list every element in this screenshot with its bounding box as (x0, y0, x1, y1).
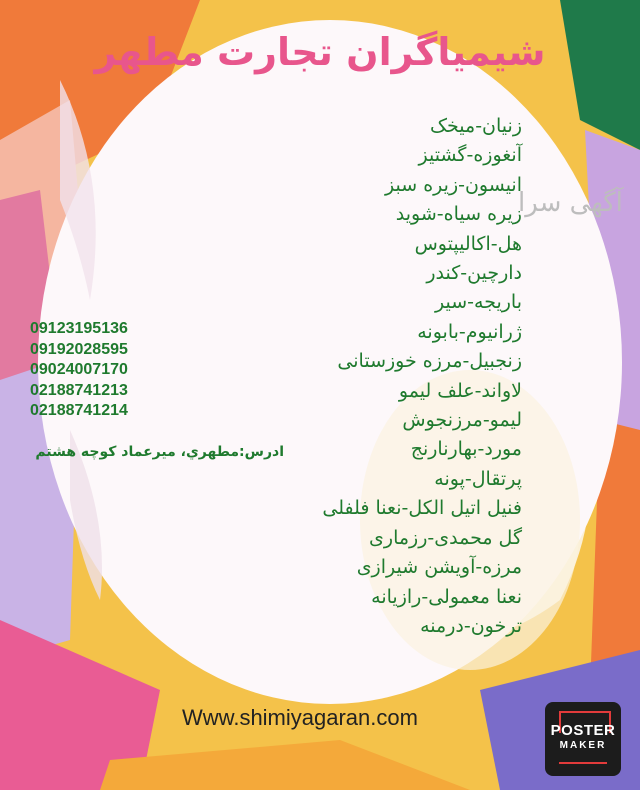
logo-line-2: MAKER (559, 740, 607, 751)
phone-number: 02188741213 (30, 381, 128, 399)
list-item: ژرانیوم-بابونه (417, 320, 522, 343)
list-item: دارچین-کندر (426, 262, 522, 285)
list-item: زنجبیل-مرزه خوزستانی (337, 350, 522, 373)
watermark-text: آگهی سرا (518, 188, 623, 218)
logo-underline-icon (559, 762, 607, 764)
list-item: نعنا معمولی-رازیانه (371, 585, 522, 608)
phone-number: 09123195136 (30, 320, 128, 337)
list-item: زنیان-میخک (430, 115, 522, 137)
address-text: ادرس:مطهري، میرعماد کوچه هشتم (35, 444, 284, 460)
list-item: انیسون-زیره سبز (385, 173, 522, 196)
product-list (322, 112, 522, 641)
logo-line-1: POSTER (550, 722, 616, 739)
phone-number: 09024007170 (30, 361, 128, 378)
phone-number: 02188741214 (30, 402, 128, 419)
list-item: ترخون-درمنه (420, 614, 522, 637)
list-item: هل-اکالیپتوس (414, 232, 522, 255)
website-link[interactable]: Www.shimiyagaran.com (182, 705, 418, 730)
list-item: آنغوزه-گشتیز (418, 144, 522, 167)
list-item: فنیل اتیل الکل-نعنا فلفلی (322, 497, 522, 520)
phone-list (30, 319, 128, 422)
page-title: شیمیاگران تجارت مطهر (94, 30, 546, 74)
phone-number: 09192028595 (30, 340, 128, 358)
list-item: پرتقال-پونه (434, 467, 522, 490)
poster-maker-logo (545, 702, 621, 776)
list-item: باریجه-سیر (435, 291, 522, 314)
list-item: مورد-بهارنارنج (410, 438, 522, 461)
list-item: گل محمدی-رزماری (369, 526, 522, 549)
list-item: لاواند-علف لیمو (398, 379, 522, 402)
list-item: زیره سیاه-شوید (395, 203, 522, 226)
list-item: مرزه-آویشن شیرازی (356, 556, 522, 579)
list-item: لیمو-مرزنجوش (402, 409, 522, 432)
